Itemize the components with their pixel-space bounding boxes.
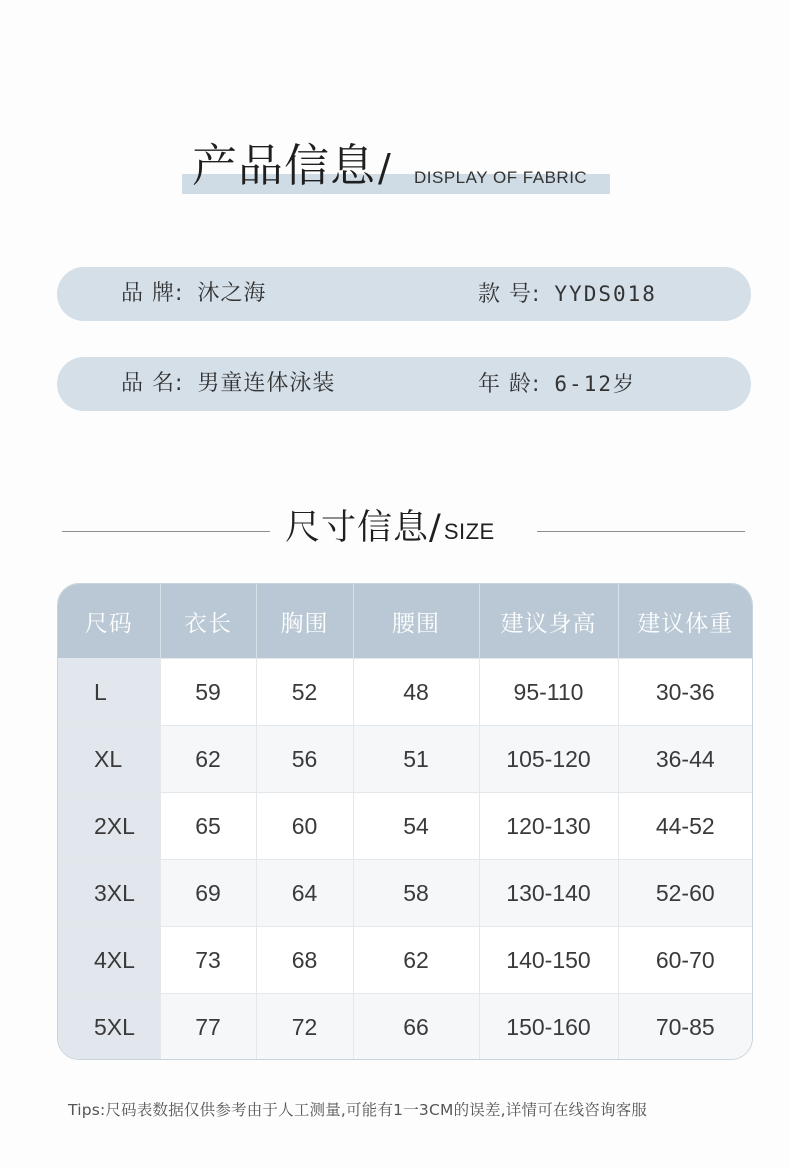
name-field	[121, 357, 335, 411]
table-row	[58, 927, 752, 994]
weight-cell: 70-85	[618, 994, 752, 1061]
size-cell: 4XL	[58, 927, 160, 994]
size-cell: 5XL	[58, 994, 160, 1061]
title-slash: /	[378, 146, 392, 190]
weight-cell: 30-36	[618, 659, 752, 726]
size-info-title-cn: 尺寸信息	[285, 508, 430, 548]
waist-cell: 66	[353, 994, 479, 1061]
model-field	[478, 267, 657, 322]
height-cell: 105-120	[479, 726, 618, 793]
chest-cell: 52	[256, 659, 353, 726]
divider-left	[62, 531, 270, 532]
length-cell: 69	[160, 860, 256, 927]
table-row	[58, 793, 752, 860]
table-row	[58, 994, 752, 1061]
chest-cell: 72	[256, 994, 353, 1061]
size-info-title-en: SIZE	[443, 519, 495, 544]
table-row	[58, 659, 752, 726]
chest-cell: 64	[256, 860, 353, 927]
size-cell: XL	[58, 726, 160, 793]
table-row	[58, 726, 752, 793]
product-info-title-en: DISPLAY OF FABRIC	[414, 168, 588, 187]
age-field	[478, 357, 636, 412]
height-cell: 95-110	[479, 659, 618, 726]
table-row	[58, 860, 752, 927]
waist-cell: 62	[353, 927, 479, 994]
length-cell: 77	[160, 994, 256, 1061]
tips-note: Tips:尺码表数据仅供参考由于人工测量,可能有1一3CM的误差,详情可在线咨询客服	[68, 1101, 648, 1119]
size-cell: 2XL	[58, 793, 160, 860]
table-header-row	[58, 584, 752, 659]
header-length: 衣长	[160, 584, 256, 659]
product-info-title	[192, 136, 392, 198]
size-title-slash: /	[429, 508, 442, 548]
product-info-title-cn: 产品信息	[192, 139, 377, 192]
length-cell: 65	[160, 793, 256, 860]
size-cell: 3XL	[58, 860, 160, 927]
height-cell: 120-130	[479, 793, 618, 860]
height-cell: 140-150	[479, 927, 618, 994]
size-cell: L	[58, 659, 160, 726]
model-value: YYDS018	[554, 282, 657, 306]
header-height: 建议身高	[479, 584, 618, 659]
height-cell: 150-160	[479, 994, 618, 1061]
waist-cell: 54	[353, 793, 479, 860]
name-value: 男童连体泳装	[197, 371, 336, 396]
name-label: 品 名:	[121, 371, 184, 396]
age-label: 年 龄:	[478, 372, 541, 397]
chest-cell: 68	[256, 927, 353, 994]
divider-right	[537, 531, 745, 532]
waist-cell: 48	[353, 659, 479, 726]
model-label: 款 号:	[478, 282, 541, 307]
size-table	[57, 583, 753, 1060]
height-cell: 130-140	[479, 860, 618, 927]
brand-value: 沐之海	[197, 281, 267, 306]
length-cell: 59	[160, 659, 256, 726]
size-info-title	[285, 503, 495, 557]
header-size: 尺码	[58, 584, 160, 659]
length-cell: 62	[160, 726, 256, 793]
weight-cell: 44-52	[618, 793, 752, 860]
weight-cell: 52-60	[618, 860, 752, 927]
brand-label: 品 牌:	[121, 281, 184, 306]
waist-cell: 51	[353, 726, 479, 793]
header-chest: 胸围	[256, 584, 353, 659]
chest-cell: 60	[256, 793, 353, 860]
weight-cell: 36-44	[618, 726, 752, 793]
waist-cell: 58	[353, 860, 479, 927]
header-weight: 建议体重	[618, 584, 752, 659]
length-cell: 73	[160, 927, 256, 994]
chest-cell: 56	[256, 726, 353, 793]
weight-cell: 60-70	[618, 927, 752, 994]
brand-field	[121, 267, 266, 321]
age-value: 6-12岁	[554, 372, 636, 396]
header-waist: 腰围	[353, 584, 479, 659]
